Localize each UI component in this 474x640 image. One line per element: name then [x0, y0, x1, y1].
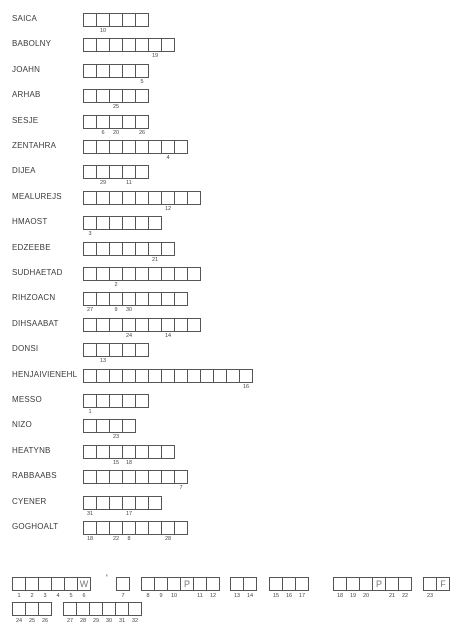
- letter-box-row: [83, 419, 135, 432]
- box-number: 1: [88, 409, 92, 415]
- letter-box[interactable]: [96, 267, 110, 281]
- letter-box[interactable]: [174, 292, 188, 306]
- letter-box[interactable]: [148, 140, 162, 154]
- clue-word: NIZO: [12, 420, 32, 429]
- letter-box[interactable]: [135, 38, 149, 52]
- clue-word: HEATYNB: [12, 446, 51, 455]
- letter-box[interactable]: [174, 318, 188, 332]
- clue-word: HENJAIVIENEHL: [12, 370, 78, 379]
- letter-box[interactable]: [148, 242, 162, 256]
- letter-box-row: [83, 89, 148, 102]
- answer-group: [269, 577, 308, 590]
- letter-box[interactable]: [83, 292, 97, 306]
- letter-box[interactable]: [109, 267, 123, 281]
- answer-box[interactable]: [25, 577, 39, 591]
- box-number: 29: [99, 180, 107, 186]
- box-number: 10: [99, 28, 107, 34]
- letter-box[interactable]: [109, 419, 123, 433]
- letter-box[interactable]: [148, 369, 162, 383]
- letter-box[interactable]: [122, 64, 136, 78]
- answer-number: 2: [30, 593, 34, 599]
- clue-word: RIHZOACN: [12, 293, 56, 302]
- letter-box[interactable]: [239, 369, 253, 383]
- letter-box[interactable]: [83, 369, 97, 383]
- letter-box[interactable]: [135, 64, 149, 78]
- letter-box[interactable]: [96, 292, 110, 306]
- box-number: 24: [125, 333, 133, 339]
- letter-box[interactable]: [109, 13, 123, 27]
- box-number: 20: [112, 130, 120, 136]
- letter-box[interactable]: [148, 521, 162, 535]
- letter-box-row: [83, 191, 200, 204]
- letter-box[interactable]: [135, 216, 149, 230]
- box-number: 26: [138, 130, 146, 136]
- clue-word: CYENER: [12, 497, 47, 506]
- letter-box-row: [83, 165, 148, 178]
- letter-box[interactable]: [122, 242, 136, 256]
- clue-word: DIHSAABAT: [12, 319, 59, 328]
- letter-box[interactable]: [109, 140, 123, 154]
- answer-number: 1: [17, 593, 21, 599]
- box-number: 17: [125, 511, 133, 517]
- letter-box-row: [83, 64, 148, 77]
- letter-box-row: [83, 216, 161, 229]
- answer-number: 11: [197, 593, 203, 599]
- letter-box[interactable]: [96, 496, 110, 510]
- letter-box[interactable]: [122, 369, 136, 383]
- answer-number: 15: [272, 593, 280, 599]
- answer-box[interactable]: [116, 577, 130, 591]
- clue-word: MEALUREJS: [12, 192, 62, 201]
- answer-number: 6: [82, 593, 86, 599]
- letter-box[interactable]: [148, 292, 162, 306]
- box-number: 4: [166, 155, 170, 161]
- letter-box[interactable]: [109, 64, 123, 78]
- answer-box[interactable]: [282, 577, 296, 591]
- letter-box[interactable]: [122, 165, 136, 179]
- letter-box[interactable]: [122, 343, 136, 357]
- answer-box[interactable]: [193, 577, 207, 591]
- answer-number: 24: [15, 618, 23, 624]
- letter-box[interactable]: [187, 318, 201, 332]
- letter-box[interactable]: [83, 38, 97, 52]
- letter-box[interactable]: [135, 242, 149, 256]
- box-number: 23: [112, 434, 120, 440]
- letter-box[interactable]: [83, 470, 97, 484]
- letter-box[interactable]: [96, 445, 110, 459]
- letter-box[interactable]: [161, 521, 175, 535]
- letter-box[interactable]: [187, 267, 201, 281]
- letter-box[interactable]: [83, 521, 97, 535]
- letter-box[interactable]: [148, 496, 162, 510]
- box-number: 18: [86, 536, 94, 542]
- answer-number: 26: [41, 618, 49, 624]
- answer-group: [63, 602, 141, 615]
- box-number: 28: [164, 536, 172, 542]
- answer-number: 7: [121, 593, 125, 599]
- letter-box[interactable]: [122, 521, 136, 535]
- letter-box-row: [83, 470, 187, 483]
- letter-box-row: [83, 394, 148, 407]
- letter-box-row: [83, 140, 187, 153]
- letter-box[interactable]: [122, 318, 136, 332]
- answer-number: 31: [118, 618, 126, 624]
- letter-box-row: [83, 292, 187, 305]
- answer-box[interactable]: [38, 577, 52, 591]
- answer-number: 22: [401, 593, 409, 599]
- letter-box[interactable]: [161, 267, 175, 281]
- letter-box[interactable]: [83, 343, 97, 357]
- letter-box[interactable]: [161, 292, 175, 306]
- letter-box[interactable]: [83, 496, 97, 510]
- box-number: 21: [151, 257, 159, 263]
- letter-box-row: [83, 115, 148, 128]
- letter-box[interactable]: [96, 191, 110, 205]
- box-number: 11: [126, 180, 132, 186]
- box-number: 18: [125, 460, 133, 466]
- clue-word: RABBAABS: [12, 471, 57, 480]
- letter-box[interactable]: [161, 242, 175, 256]
- letter-box[interactable]: [135, 191, 149, 205]
- answer-box[interactable]: [25, 602, 39, 616]
- answer-number: 32: [131, 618, 139, 624]
- answer-box[interactable]: [76, 602, 90, 616]
- letter-box[interactable]: [148, 470, 162, 484]
- answer-group: [116, 577, 129, 590]
- letter-box[interactable]: [135, 165, 149, 179]
- letter-box[interactable]: [83, 318, 97, 332]
- clue-word: EDZEEBE: [12, 243, 51, 252]
- answer-number: 27: [66, 618, 74, 624]
- answer-box[interactable]: [51, 577, 65, 591]
- letter-box[interactable]: [148, 216, 162, 230]
- letter-box[interactable]: [122, 13, 136, 27]
- letter-box[interactable]: [96, 318, 110, 332]
- letter-box[interactable]: [83, 394, 97, 408]
- letter-box[interactable]: [96, 470, 110, 484]
- letter-box[interactable]: [96, 13, 110, 27]
- answer-number: 10: [170, 593, 178, 599]
- letter-box-row: [83, 318, 200, 331]
- letter-box[interactable]: [174, 191, 188, 205]
- answer-box[interactable]: [63, 602, 77, 616]
- letter-box[interactable]: [213, 369, 227, 383]
- box-number: 27: [86, 307, 94, 313]
- answer-box[interactable]: [269, 577, 283, 591]
- letter-box[interactable]: [161, 445, 175, 459]
- answer-box[interactable]: [128, 602, 142, 616]
- answer-box[interactable]: [423, 577, 437, 591]
- box-number: 25: [112, 104, 120, 110]
- letter-box[interactable]: [122, 115, 136, 129]
- letter-box-row: [83, 445, 174, 458]
- box-number: 6: [101, 130, 105, 136]
- letter-box[interactable]: [83, 64, 97, 78]
- letter-box[interactable]: [83, 115, 97, 129]
- clue-word: SESJE: [12, 116, 39, 125]
- letter-box[interactable]: [174, 140, 188, 154]
- letter-box[interactable]: [109, 445, 123, 459]
- answer-box[interactable]: [102, 602, 116, 616]
- letter-box[interactable]: [109, 394, 123, 408]
- answer-group: [423, 577, 449, 590]
- answer-group: [230, 577, 256, 590]
- answer-box[interactable]: [230, 577, 244, 591]
- answer-box[interactable]: [206, 577, 220, 591]
- letter-box[interactable]: [109, 191, 123, 205]
- answer-number: 5: [69, 593, 73, 599]
- letter-box[interactable]: [83, 191, 97, 205]
- letter-box-row: [83, 521, 187, 534]
- letter-box[interactable]: [96, 369, 110, 383]
- box-number: 5: [140, 79, 144, 85]
- box-number: 19: [151, 53, 159, 59]
- letter-box[interactable]: [109, 496, 123, 510]
- letter-box[interactable]: [135, 445, 149, 459]
- answer-box[interactable]: [12, 602, 26, 616]
- box-number: 14: [164, 333, 172, 339]
- answer-number: 19: [349, 593, 357, 599]
- letter-box[interactable]: [96, 38, 110, 52]
- answer-box[interactable]: [89, 602, 103, 616]
- clue-word: BABOLNY: [12, 39, 52, 48]
- answer-box[interactable]: [295, 577, 309, 591]
- letter-box[interactable]: [135, 267, 149, 281]
- letter-box[interactable]: [83, 140, 97, 154]
- answer-group: [12, 577, 90, 590]
- box-number: 13: [99, 358, 107, 364]
- letter-box[interactable]: [135, 369, 149, 383]
- letter-box[interactable]: [161, 38, 175, 52]
- answer-number: 4: [56, 593, 60, 599]
- letter-box[interactable]: [122, 140, 136, 154]
- answer-box[interactable]: [38, 602, 52, 616]
- letter-box[interactable]: [161, 191, 175, 205]
- letter-box[interactable]: [109, 521, 123, 535]
- letter-box[interactable]: [187, 369, 201, 383]
- letter-box[interactable]: [135, 470, 149, 484]
- answer-number: 30: [105, 618, 113, 624]
- letter-box[interactable]: [148, 318, 162, 332]
- answer-box[interactable]: [12, 577, 26, 591]
- letter-box[interactable]: [148, 445, 162, 459]
- answer-number: 13: [233, 593, 241, 599]
- clue-word: ARHAB: [12, 90, 41, 99]
- letter-box[interactable]: [109, 115, 123, 129]
- letter-box[interactable]: [135, 521, 149, 535]
- letter-box[interactable]: [135, 140, 149, 154]
- letter-box[interactable]: [135, 496, 149, 510]
- box-number: 9: [114, 307, 118, 313]
- letter-box[interactable]: [122, 419, 136, 433]
- letter-box[interactable]: [109, 470, 123, 484]
- apostrophe: ': [106, 573, 108, 583]
- letter-box[interactable]: [174, 267, 188, 281]
- letter-box-row: [83, 242, 174, 255]
- letter-box[interactable]: [122, 89, 136, 103]
- letter-box[interactable]: [135, 343, 149, 357]
- letter-box[interactable]: [109, 369, 123, 383]
- letter-box[interactable]: [83, 13, 97, 27]
- answer-number: 9: [159, 593, 163, 599]
- letter-box[interactable]: [83, 419, 97, 433]
- letter-box[interactable]: [122, 470, 136, 484]
- clue-word: GOGHOALT: [12, 522, 59, 531]
- box-number: 15: [112, 460, 120, 466]
- answer-box[interactable]: P: [180, 577, 194, 591]
- letter-box-row: [83, 496, 161, 509]
- letter-box[interactable]: [96, 394, 110, 408]
- letter-box[interactable]: [226, 369, 240, 383]
- answer-group: [12, 602, 51, 615]
- answer-number: 3: [43, 593, 47, 599]
- clue-word: DONSI: [12, 344, 39, 353]
- clue-word: HMAOST: [12, 217, 48, 226]
- letter-box[interactable]: [83, 267, 97, 281]
- letter-box[interactable]: [122, 445, 136, 459]
- letter-box[interactable]: [187, 191, 201, 205]
- answer-box[interactable]: W: [77, 577, 91, 591]
- box-number: 22: [112, 536, 120, 542]
- letter-box[interactable]: [83, 445, 97, 459]
- letter-box[interactable]: [161, 470, 175, 484]
- letter-box[interactable]: [96, 140, 110, 154]
- letter-box[interactable]: [122, 292, 136, 306]
- clue-word: DIJEA: [12, 166, 36, 175]
- letter-box[interactable]: [161, 140, 175, 154]
- letter-box[interactable]: [109, 242, 123, 256]
- letter-box[interactable]: [96, 89, 110, 103]
- answer-number: 28: [79, 618, 87, 624]
- letter-box[interactable]: [109, 318, 123, 332]
- answer-number: 25: [28, 618, 36, 624]
- clue-word: SUDHAETAD: [12, 268, 63, 277]
- letter-box[interactable]: [161, 318, 175, 332]
- letter-box[interactable]: [83, 216, 97, 230]
- letter-box[interactable]: [96, 419, 110, 433]
- letter-box-row: [83, 13, 148, 26]
- letter-box[interactable]: [96, 343, 110, 357]
- letter-box[interactable]: [161, 369, 175, 383]
- letter-box[interactable]: [96, 64, 110, 78]
- box-number: 3: [88, 231, 92, 237]
- letter-box[interactable]: [135, 394, 149, 408]
- answer-box[interactable]: F: [436, 577, 450, 591]
- letter-box[interactable]: [122, 394, 136, 408]
- clue-word: ZENTAHRA: [12, 141, 57, 150]
- answer-box[interactable]: [346, 577, 360, 591]
- letter-box[interactable]: [135, 115, 149, 129]
- letter-box[interactable]: [109, 292, 123, 306]
- answer-box[interactable]: [385, 577, 399, 591]
- letter-box[interactable]: [83, 165, 97, 179]
- letter-box[interactable]: [174, 521, 188, 535]
- box-number: 16: [242, 384, 250, 390]
- letter-box[interactable]: [122, 216, 136, 230]
- answer-number: 29: [92, 618, 100, 624]
- letter-box[interactable]: [122, 496, 136, 510]
- letter-box[interactable]: [96, 115, 110, 129]
- letter-box[interactable]: [148, 267, 162, 281]
- answer-box[interactable]: [243, 577, 257, 591]
- letter-box[interactable]: [148, 38, 162, 52]
- box-number: 30: [125, 307, 133, 313]
- letter-box[interactable]: [109, 165, 123, 179]
- letter-box[interactable]: [122, 191, 136, 205]
- letter-box[interactable]: [96, 521, 110, 535]
- answer-box[interactable]: P: [372, 577, 386, 591]
- box-number: 12: [164, 206, 172, 212]
- answer-box[interactable]: [333, 577, 347, 591]
- answer-number: 18: [336, 593, 344, 599]
- letter-box[interactable]: [96, 242, 110, 256]
- letter-box[interactable]: [135, 89, 149, 103]
- answer-group: [333, 577, 411, 590]
- letter-box[interactable]: [200, 369, 214, 383]
- letter-box[interactable]: [148, 191, 162, 205]
- letter-box[interactable]: [122, 38, 136, 52]
- answer-number: 20: [362, 593, 370, 599]
- letter-box[interactable]: [174, 470, 188, 484]
- answer-group: [141, 577, 219, 590]
- box-number: 2: [114, 282, 118, 288]
- answer-number: 16: [285, 593, 293, 599]
- answer-number: 8: [146, 593, 150, 599]
- answer-box[interactable]: [64, 577, 78, 591]
- answer-box[interactable]: [115, 602, 129, 616]
- letter-box[interactable]: [174, 369, 188, 383]
- answer-number: 23: [426, 593, 434, 599]
- answer-box[interactable]: [167, 577, 181, 591]
- letter-box[interactable]: [135, 13, 149, 27]
- letter-box[interactable]: [135, 318, 149, 332]
- clue-word: JOAHN: [12, 65, 41, 74]
- letter-box-row: [83, 343, 148, 356]
- clue-word: MESSO: [12, 395, 42, 404]
- letter-box-row: [83, 369, 252, 382]
- clue-word: SAICA: [12, 14, 38, 23]
- letter-box[interactable]: [109, 89, 123, 103]
- answer-box[interactable]: [141, 577, 155, 591]
- box-number: 8: [127, 536, 131, 542]
- letter-box[interactable]: [122, 267, 136, 281]
- letter-box[interactable]: [96, 216, 110, 230]
- answer-number: 14: [246, 593, 254, 599]
- letter-box[interactable]: [109, 216, 123, 230]
- answer-number: 12: [209, 593, 217, 599]
- answer-box[interactable]: [154, 577, 168, 591]
- answer-box[interactable]: [359, 577, 373, 591]
- letter-box[interactable]: [83, 242, 97, 256]
- letter-box-row: [83, 267, 200, 280]
- answer-box[interactable]: [398, 577, 412, 591]
- answer-number: 21: [388, 593, 396, 599]
- letter-box[interactable]: [83, 89, 97, 103]
- letter-box-row: [83, 38, 174, 51]
- box-number: 31: [86, 511, 94, 517]
- letter-box[interactable]: [96, 165, 110, 179]
- letter-box[interactable]: [109, 343, 123, 357]
- letter-box[interactable]: [109, 38, 123, 52]
- letter-box[interactable]: [135, 292, 149, 306]
- box-number: 7: [179, 485, 183, 491]
- answer-number: 17: [298, 593, 306, 599]
